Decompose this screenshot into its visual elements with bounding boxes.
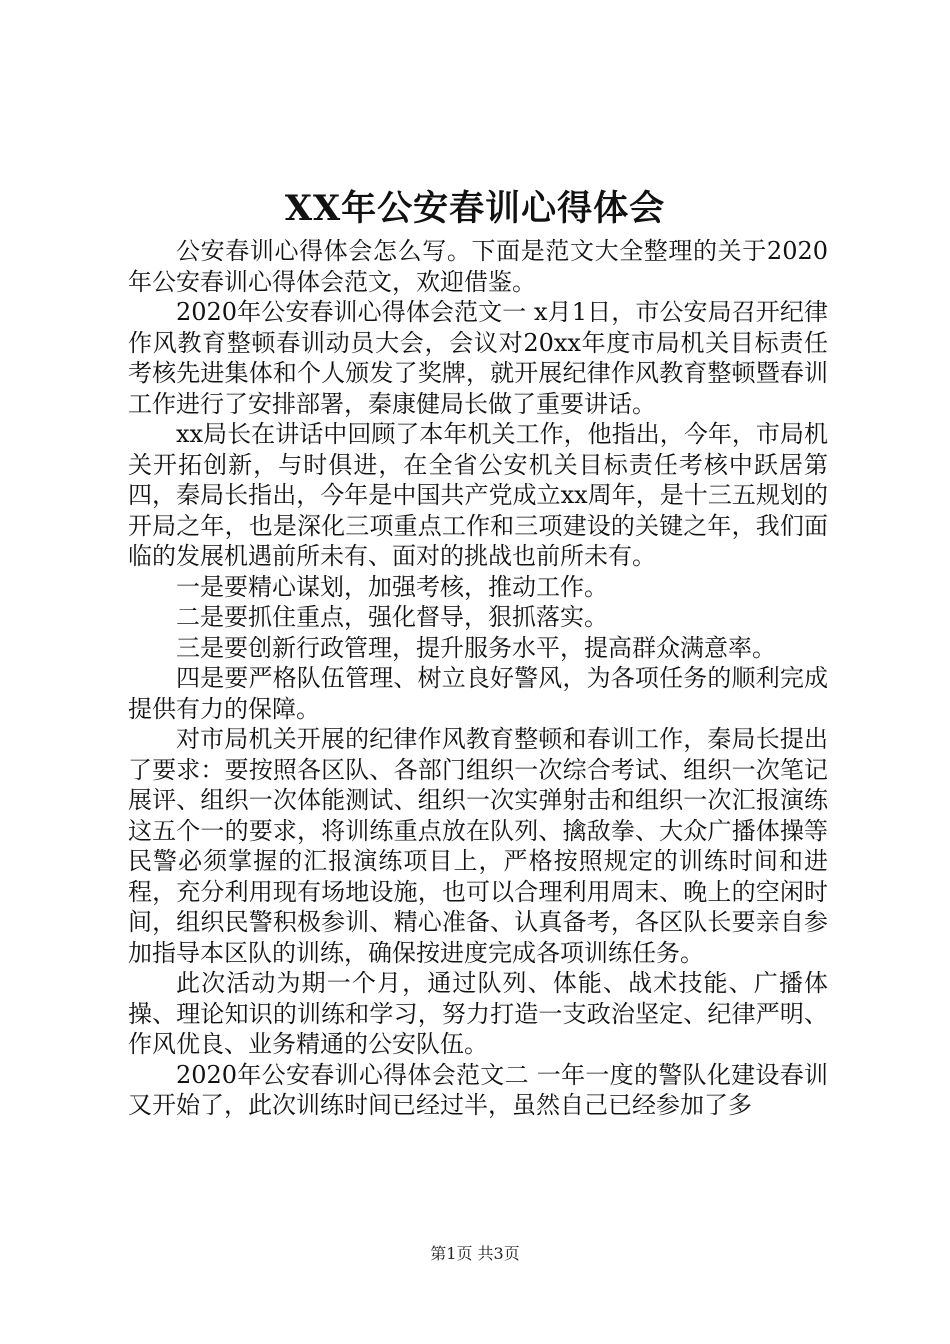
body-paragraph: 四是要严格队伍管理、树立良好警风，为各项任务的顺利完成提供有力的保障。 — [128, 664, 828, 723]
document-body — [128, 236, 828, 1121]
body-paragraph: 对市局机关开展的纪律作风教育整顿和春训工作，秦局长提出了要求：要按照各区队、各部门组织一次综合考试、组织一次笔记展评、组织一次体能测试、组织一次实弹射击和组织一次汇报演练这五个一的要求，将训练重点放在队列、擒敌拳、大众广播体操等民警必须掌握的汇报演练项目上，严格按照规定的训练时间和进程，充分利用现有场地设施，也可以合理利用周末、晚上的空闲时间，组织民警积极参训、精心准备、认真备考，各区队长要亲自参加指导本区队的训练，确保按进度完成各项训练任务。 — [128, 725, 828, 967]
body-paragraph: 2020年公安春训心得体会范文二 一年一度的警队化建设春训又开始了，此次训练时间已经过半，虽然自己已经参加了多 — [128, 1060, 828, 1119]
page-footer: 第1页 共3页 — [430, 1244, 520, 1263]
body-paragraph: 一是要精心谋划，加强考核，推动工作。 — [176, 572, 608, 601]
body-paragraph: 三是要创新行政管理，提升服务水平，提高群众满意率。 — [176, 633, 776, 662]
body-paragraph: 2020年公安春训心得体会范文一 x月1日，市公安局召开纪律作风教育整顿春训动员大会，会议对20xx年度市局机关目标责任考核先进集体和个人颁发了奖牌，就开展纪律作风教育整顿暨春训工作进行了安排部署，秦康健局长做了重要讲话。 — [128, 298, 828, 418]
body-paragraph: xx局长在讲话中回顾了本年机关工作，他指出，今年，市局机关开拓创新，与时俱进，在全省公安机关目标责任考核中跃居第四，秦局长指出，今年是中国共产党成立xx周年，是十三五规划的开局之年，也是深化三项重点工作和三项建设的关键之年，我们面临的发展机遇前所未有、面对的挑战也前所未有。 — [128, 420, 828, 570]
body-paragraph: 此次活动为期一个月，通过队列、体能、战术技能、广播体操、理论知识的训练和学习，努力打造一支政治坚定、纪律严明、作风优良、业务精通的公安队伍。 — [128, 969, 828, 1058]
document-title: XX年公安春训心得体会 — [284, 188, 666, 229]
body-paragraph: 公安春训心得体会怎么写。下面是范文大全整理的关于2020年公安春训心得体会范文，欢迎借鉴。 — [128, 237, 828, 296]
body-paragraph: 二是要抓住重点，强化督导，狠抓落实。 — [176, 603, 608, 631]
